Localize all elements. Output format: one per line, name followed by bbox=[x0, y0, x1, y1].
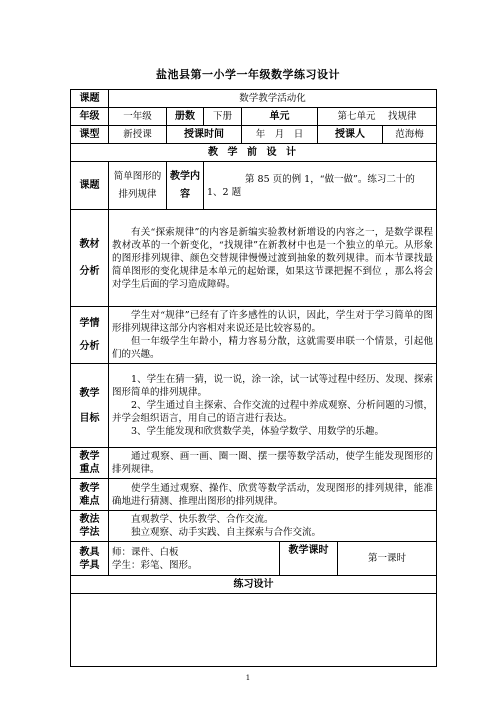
time-label: 授课时间 bbox=[167, 126, 242, 144]
key-points-text bbox=[109, 448, 437, 479]
student-tools: 学生：彩笔、图形。 bbox=[112, 559, 198, 571]
student-paragraph-1: 学生对“规律”已经有了许多感性的认识，因此，学生对于学习简单的图形排列规律这部分内容相对来说还是比较容易的。 bbox=[112, 310, 434, 334]
grade-value: 一年级 bbox=[109, 108, 167, 126]
tools-label-line1: 教具 bbox=[79, 546, 100, 558]
material-label-line1: 教材 bbox=[79, 239, 100, 250]
difficulty-label-line1: 教学 bbox=[79, 482, 100, 494]
pre-design-header-row bbox=[71, 144, 437, 162]
student-paragraph-2: 但一年级学生年龄小，精力容易分散，这就需要串联一个情景，引起他们的兴趣。 bbox=[112, 336, 434, 360]
grade-row bbox=[71, 108, 437, 126]
difficulty-paragraph: 使学生通过观察、操作、欣赏等数学活动，发现图形的排列规律，能准确地进行猜测、推理出图形的排列规律。 bbox=[112, 482, 434, 507]
lesson-plan-table bbox=[70, 89, 437, 667]
material-paragraph: 有关“探索规律”的内容是新编实验教材新增设的内容之一，是数学课程教材改革的一个新变化，“找规律”在新教材中也是一个独立的单元。从形象的图形排列规律、颜色交替规律慢慢过渡到抽象的数列规律。而本节课找最简单图形的变化规律是本单元的起始课，如果这节课把握不到位 ，那么将会对学生后面的学习造成障碍。 bbox=[112, 226, 434, 290]
methods-label-line2: 学法 bbox=[79, 527, 100, 538]
unit-value: 第七单元 找规律 bbox=[318, 108, 437, 126]
pre-design-heading: 教 学 前 设 计 bbox=[71, 144, 437, 162]
goals-text bbox=[109, 364, 437, 448]
lesson-topic-label: 课题 bbox=[71, 162, 109, 210]
unit-label: 单元 bbox=[242, 108, 318, 126]
tools-text bbox=[109, 542, 280, 576]
goal-item-1: 1、学生在猜一猜，说一说，涂一涂，试一试等过程中经历、发现、探索图形简单的排列规律。 bbox=[112, 374, 434, 398]
student-analysis-label bbox=[71, 307, 109, 364]
key-label-line1: 教学 bbox=[79, 451, 100, 462]
tools-row bbox=[71, 542, 437, 576]
goals-label-line2: 目标 bbox=[79, 412, 100, 424]
difficulty-label-line2: 难点 bbox=[79, 495, 100, 507]
material-analysis-row bbox=[71, 210, 437, 307]
tools-label bbox=[71, 542, 109, 576]
methods-text bbox=[109, 511, 437, 542]
student-analysis-text bbox=[109, 307, 437, 364]
topic-value: 数学教学活动化 bbox=[109, 90, 437, 108]
learning-method: 独立观察、动手实践、自主探索与合作交流。 bbox=[131, 527, 322, 538]
methods-label bbox=[71, 511, 109, 542]
volume-label: 册数 bbox=[167, 108, 204, 126]
topic-label: 课题 bbox=[71, 90, 109, 108]
grade-label: 年级 bbox=[71, 108, 109, 126]
key-points-row bbox=[71, 448, 437, 479]
practice-header-row bbox=[71, 576, 437, 594]
teaching-hours-value: 第一课时 bbox=[338, 542, 437, 576]
topic-row bbox=[71, 90, 437, 108]
student-analysis-row bbox=[71, 307, 437, 364]
lesson-row bbox=[71, 162, 437, 210]
goal-item-2: 2、学生通过自主探索、合作交流的过程中养成观察、分析问题的习惯，并学会组织语言，用自己的语言进行表达。 bbox=[112, 400, 434, 424]
teacher-tools: 师：课件、白板 bbox=[112, 546, 179, 558]
time-value: 年 月 日 bbox=[242, 126, 318, 144]
tools-label-line2: 学具 bbox=[79, 559, 100, 571]
material-analysis-label bbox=[71, 210, 109, 307]
goals-label-line1: 教学 bbox=[79, 387, 100, 399]
material-label-line2: 分析 bbox=[79, 266, 100, 277]
difficulty-label bbox=[71, 479, 109, 511]
key-points-label bbox=[71, 448, 109, 479]
practice-heading: 练习设计 bbox=[71, 576, 437, 594]
practice-content-row bbox=[71, 594, 437, 667]
page-number: 1 bbox=[245, 674, 251, 682]
volume-value: 下册 bbox=[204, 108, 242, 126]
student-label-line1: 学情 bbox=[79, 318, 100, 329]
document-title: 盐池县第一小学一年级数学练习设计 bbox=[156, 68, 340, 81]
difficulty-row bbox=[71, 479, 437, 511]
difficulty-text bbox=[109, 479, 437, 511]
practice-content-area bbox=[71, 594, 437, 667]
teacher-label: 授课人 bbox=[318, 126, 383, 144]
type-row bbox=[71, 126, 437, 144]
student-label-line2: 分析 bbox=[79, 341, 100, 352]
key-paragraph: 通过观察、画一画、圈一圈、摆一摆等数学活动，使学生能发现图形的排列规律。 bbox=[112, 451, 434, 475]
lesson-content-label: 教学内容 bbox=[167, 162, 204, 210]
goals-label bbox=[71, 364, 109, 448]
lesson-content-value: 第 85 页的例 1，“做一做”。练习二十的 1、2 题 bbox=[204, 162, 437, 210]
type-value: 新授课 bbox=[109, 126, 167, 144]
lesson-topic-value: 简单图形的排列规律 bbox=[109, 162, 167, 210]
teacher-value: 范海梅 bbox=[383, 126, 437, 144]
type-label: 课型 bbox=[71, 126, 109, 144]
goals-row bbox=[71, 364, 437, 448]
goal-item-3: 3、学生能发现和欣赏数学美，体验学数学、用数学的乐趣。 bbox=[131, 426, 385, 437]
methods-row bbox=[71, 511, 437, 542]
teaching-hours-label: 教学课时 bbox=[280, 542, 338, 576]
teaching-method: 直观教学、快乐教学、合作交流。 bbox=[131, 514, 274, 525]
material-analysis-text bbox=[109, 210, 437, 307]
methods-label-line1: 教法 bbox=[79, 514, 100, 525]
key-label-line2: 重点 bbox=[79, 464, 100, 475]
